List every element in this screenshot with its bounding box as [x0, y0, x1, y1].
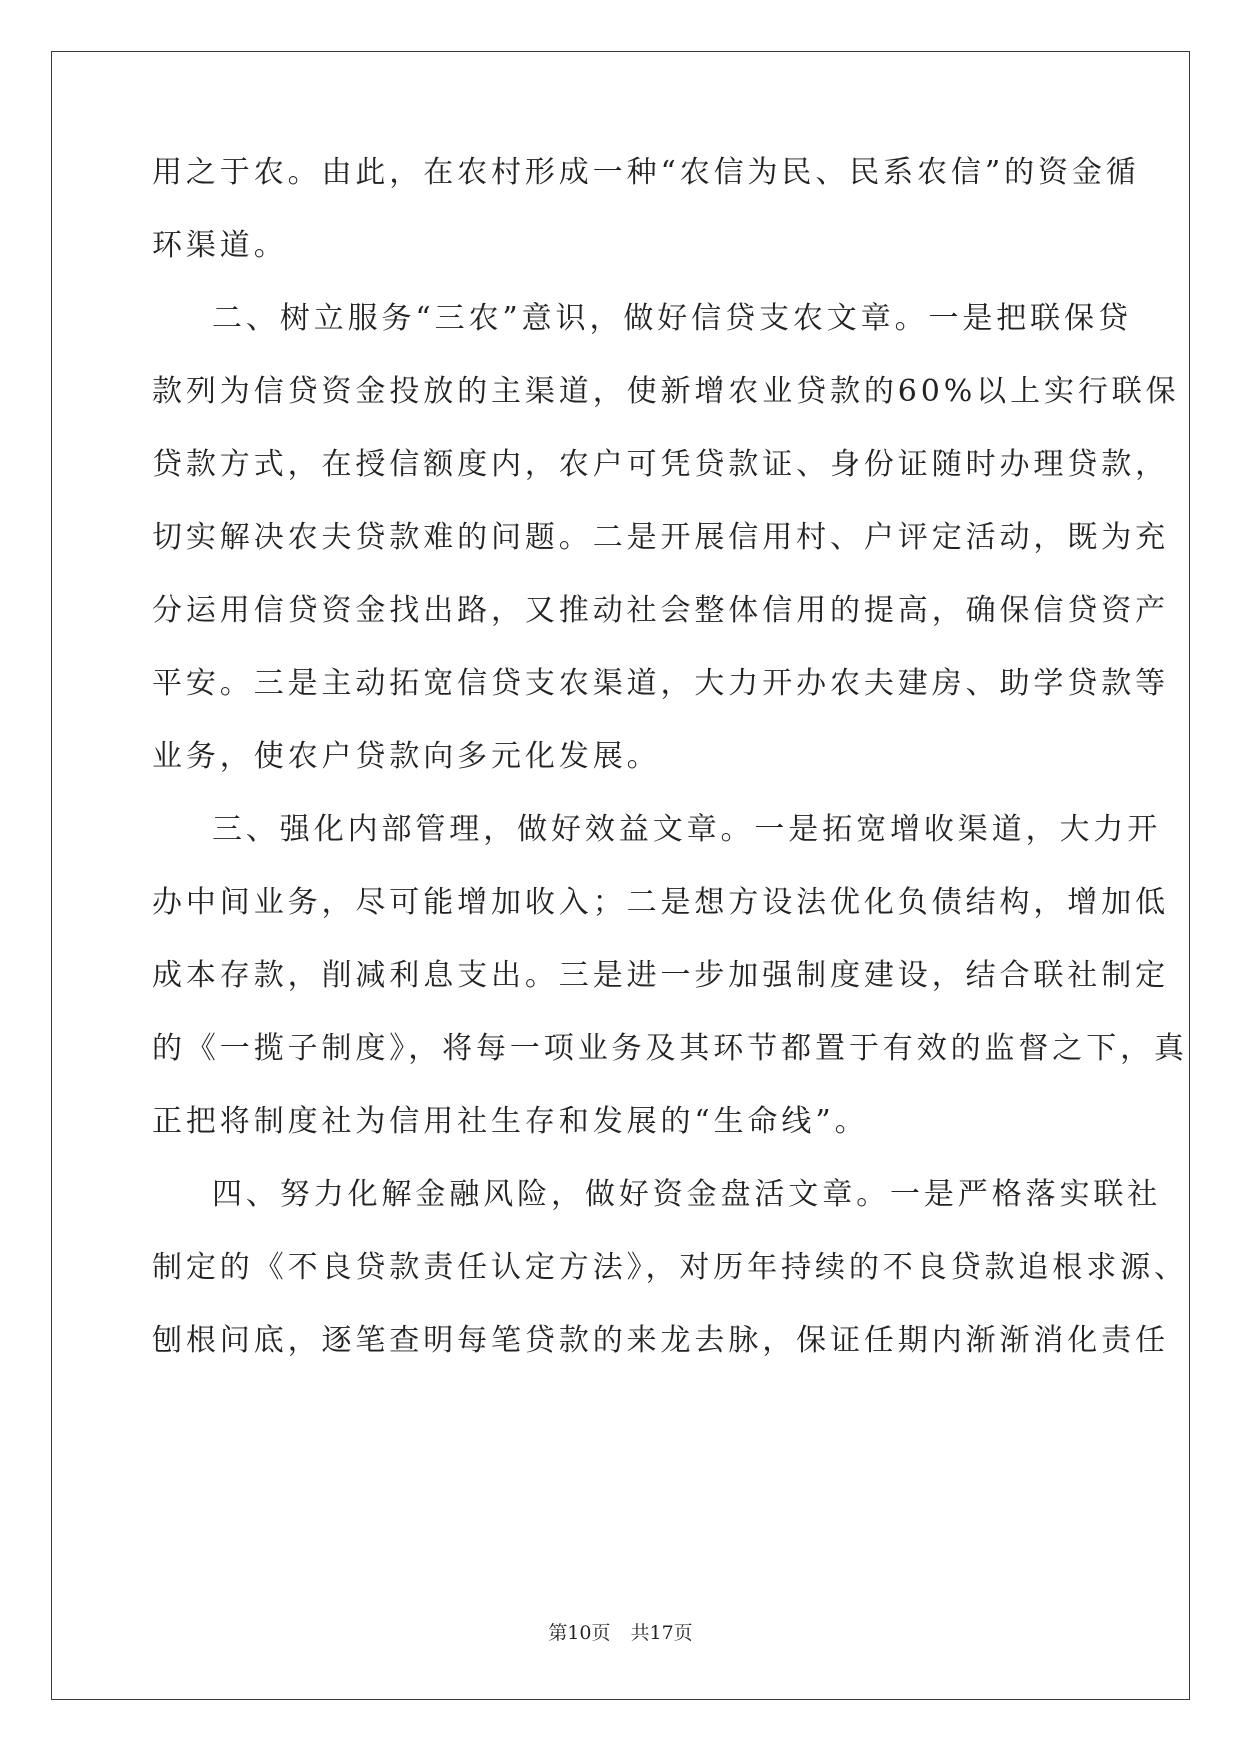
paragraph-2-first-line: 二、树立服务“三农”意识，做好信贷支农文章。一是把联保贷: [212, 301, 1132, 336]
paragraph-4-first-line: 四、努力化解金融风险，做好资金盘活文章。一是严格落实联社: [212, 1177, 1162, 1212]
text-line-14: 正把将制度社为信用社生存和发展的“生命线”。: [152, 1104, 869, 1139]
text-line-16: 制定的《不良贷款责任认定方法》，对历年持续的不良贷款追根求源、: [152, 1250, 1188, 1285]
text-line-6: 切实解决农夫贷款难的问题。二是开展信用村、户评定活动，既为充: [152, 520, 1169, 555]
text-line-9: 业务，使农户贷款向多元化发展。: [152, 739, 661, 774]
paragraph-3-first-line: 三、强化内部管理，做好效益文章。一是拓宽增收渠道，大力开: [212, 812, 1162, 847]
text-line-5: 贷款方式，在授信额度内，农户可凭贷款证、身份证随时办理贷款，: [152, 447, 1169, 482]
text-line-8: 平安。三是主动拓宽信贷支农渠道，大力开办农夫建房、助学贷款等: [152, 666, 1169, 701]
page-number: 第10页: [548, 1622, 611, 1644]
page-total: 共17页: [630, 1622, 693, 1644]
text-line-2: 环渠道。: [152, 228, 288, 263]
text-line-4: 款列为信贷资金投放的主渠道，使新增农业贷款的60%以上实行联保: [152, 374, 1180, 409]
text-line-17: 刨根问底，逐笔查明每笔贷款的来龙去脉，保证任期内渐渐消化责任: [152, 1323, 1169, 1358]
text-line-11: 办中间业务，尽可能增加收入；二是想方设法优化负债结构，增加低: [152, 885, 1169, 920]
text-line-12: 成本存款，削减利息支出。三是进一步加强制度建设，结合联社制定: [152, 958, 1169, 993]
page-footer: [0, 1621, 1241, 1645]
page-border: [51, 51, 1190, 1700]
text-line-13: 的《一揽子制度》，将每一项业务及其环节都置于有效的监督之下，真: [152, 1031, 1188, 1066]
text-line-7: 分运用信贷资金找出路，又推动社会整体信用的提高，确保信贷资产: [152, 593, 1169, 628]
text-line-1: 用之于农。由此，在农村形成一种“农信为民、民系农信”的资金循: [152, 155, 1140, 190]
